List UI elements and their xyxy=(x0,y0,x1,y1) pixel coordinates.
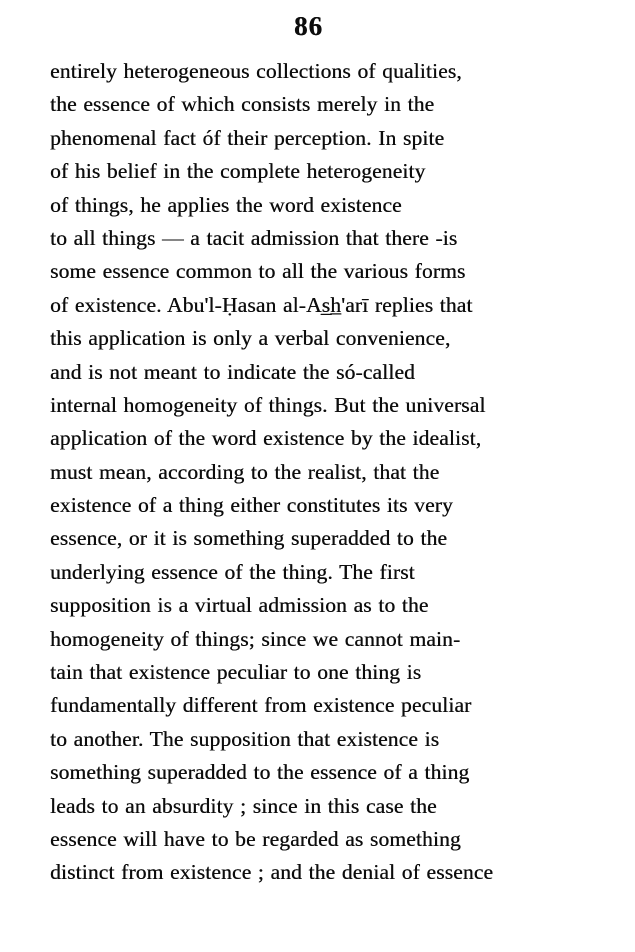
text-line: leads to an absurdity ; since in this case the xyxy=(50,793,437,818)
text-line: some essence common to all the various forms xyxy=(50,259,466,284)
text-line: fundamentally different from existence peculiar xyxy=(50,693,472,718)
text-line: of things, he applies the word existence xyxy=(50,192,402,217)
text-line: essence will have to be regarded as something xyxy=(50,826,461,851)
text-line: tain that existence peculiar to one thing is xyxy=(50,660,422,685)
text-line: this application is only a verbal convenience, xyxy=(50,326,451,351)
text-line: essence, or it is something superadded to the xyxy=(50,526,448,551)
text-line: and is not meant to indicate the só-called xyxy=(50,359,415,384)
text-line: something superadded to the essence of a thing xyxy=(50,760,470,785)
text-line: existence of a thing either constitutes its very xyxy=(50,493,453,518)
text-line: homogeneity of things; since we cannot main- xyxy=(50,626,461,651)
text-line: must mean, according to the realist, that the xyxy=(50,459,440,484)
text-line: application of the word existence by the idealist, xyxy=(50,426,482,451)
text-line: underlying essence of the thing. The first xyxy=(50,559,415,584)
page-text xyxy=(50,55,581,890)
text-line: internal homogeneity of things. But the universal xyxy=(50,392,486,417)
text-line: of existence. Abu'l-Ḥasan al-As̲h̲'arī replies that xyxy=(50,292,473,317)
text-line: distinct from existence ; and the denial of essence xyxy=(50,860,494,885)
text-line: phenomenal fact óf their perception. In spite xyxy=(50,125,445,150)
page-number: 86 xyxy=(294,11,323,41)
text-line: of his belief in the complete heterogeneity xyxy=(50,159,426,184)
text-line: supposition is a virtual admission as to the xyxy=(50,593,429,618)
text-line: to another. The supposition that existence is xyxy=(50,726,440,751)
text-line: the essence of which consists merely in the xyxy=(50,92,435,117)
text-line: entirely heterogeneous collections of qualities, xyxy=(50,59,462,83)
text-line: to all things — a tacit admission that there -is xyxy=(50,225,458,250)
